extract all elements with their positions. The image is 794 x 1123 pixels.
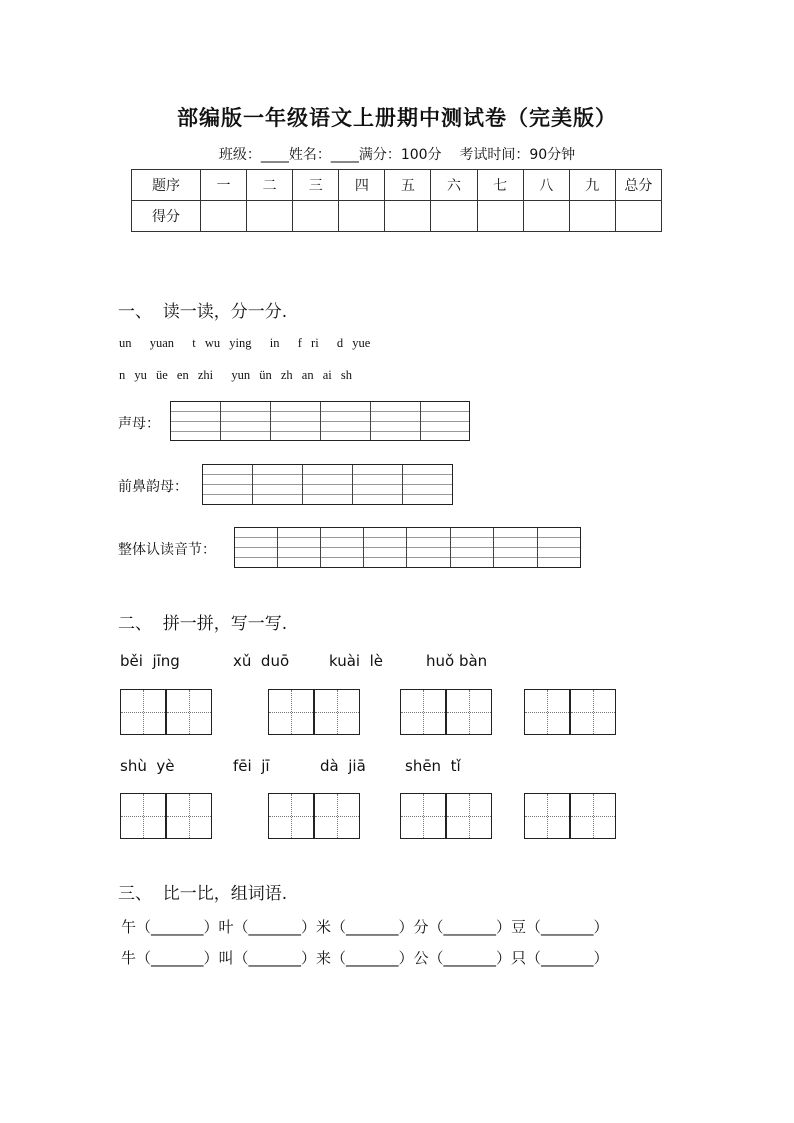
section3-title: 三、 比一比，组词语. bbox=[118, 884, 288, 904]
zhengti-label: 整体认读音节： bbox=[118, 542, 216, 558]
tianzige-box[interactable] bbox=[400, 689, 446, 735]
score-cell[interactable] bbox=[431, 201, 477, 232]
pinyin-word: xǔ duō bbox=[233, 652, 290, 670]
score-header-cell: 总分 bbox=[615, 170, 661, 201]
score-table-header-row bbox=[132, 170, 662, 201]
score-cell[interactable] bbox=[385, 201, 431, 232]
score-row-label: 得分 bbox=[132, 201, 201, 232]
page-title: 部编版一年级语文上册期中测试卷（完美版） bbox=[177, 106, 617, 130]
score-header-cell: 八 bbox=[523, 170, 569, 201]
tianzige-box[interactable] bbox=[120, 793, 166, 839]
tianzige-box[interactable] bbox=[524, 689, 570, 735]
score-header-cell: 五 bbox=[385, 170, 431, 201]
word-compare-line-1[interactable]: 午（_______）叶（_______）米（_______）分（_______）豆（_______） bbox=[121, 918, 609, 936]
pinyin-word: huǒ bàn bbox=[426, 652, 488, 670]
qianbi-answer-grid[interactable] bbox=[202, 464, 453, 505]
pinyin-word: dà jiā bbox=[320, 757, 366, 775]
pinyin-word: běi jīng bbox=[120, 652, 180, 670]
score-table bbox=[131, 169, 662, 232]
score-cell[interactable] bbox=[293, 201, 339, 232]
score-header-cell: 四 bbox=[339, 170, 385, 201]
pinyin-word: fēi jī bbox=[233, 757, 270, 775]
score-table-score-row bbox=[132, 201, 662, 232]
tianzige-box[interactable] bbox=[120, 689, 166, 735]
score-cell[interactable] bbox=[523, 201, 569, 232]
tianzige-box[interactable] bbox=[268, 793, 314, 839]
tianzige-box[interactable] bbox=[570, 793, 616, 839]
score-cell[interactable] bbox=[247, 201, 293, 232]
pinyin-word: shù yè bbox=[120, 757, 175, 775]
tianzige-box[interactable] bbox=[268, 689, 314, 735]
score-header-cell: 六 bbox=[431, 170, 477, 201]
tianzige-box[interactable] bbox=[166, 793, 212, 839]
score-cell[interactable] bbox=[615, 201, 661, 232]
tianzige-box[interactable] bbox=[400, 793, 446, 839]
pinyin-line-1: un yuan t wu ying in f ri d yue bbox=[119, 336, 371, 350]
score-cell[interactable] bbox=[569, 201, 615, 232]
word-compare-line-2[interactable]: 牛（_______）叫（_______）来（_______）公（_______）只（_______） bbox=[121, 949, 609, 967]
section1-title: 一、 读一读，分一分. bbox=[118, 302, 288, 322]
tianzige-box[interactable] bbox=[446, 689, 492, 735]
pinyin-line-2: n yu üe en zhi yun ün zh an ai sh bbox=[119, 368, 352, 382]
qianbi-label: 前鼻韵母： bbox=[118, 479, 188, 495]
tianzige-box[interactable] bbox=[524, 793, 570, 839]
score-header-cell: 九 bbox=[569, 170, 615, 201]
score-cell[interactable] bbox=[339, 201, 385, 232]
score-header-cell: 一 bbox=[201, 170, 247, 201]
score-header-cell: 三 bbox=[293, 170, 339, 201]
pinyin-word: kuài lè bbox=[329, 652, 384, 670]
tianzige-box[interactable] bbox=[570, 689, 616, 735]
shengmu-answer-grid[interactable] bbox=[170, 401, 470, 441]
tianzige-box[interactable] bbox=[314, 689, 360, 735]
score-cell[interactable] bbox=[477, 201, 523, 232]
tianzige-box[interactable] bbox=[446, 793, 492, 839]
zhengti-answer-grid[interactable] bbox=[234, 527, 581, 568]
shengmu-label: 声母： bbox=[118, 416, 160, 432]
pinyin-word: shēn tǐ bbox=[405, 757, 461, 775]
tianzige-box[interactable] bbox=[166, 689, 212, 735]
tianzige-box[interactable] bbox=[314, 793, 360, 839]
score-cell[interactable] bbox=[201, 201, 247, 232]
score-header-cell: 二 bbox=[247, 170, 293, 201]
score-header-cell: 七 bbox=[477, 170, 523, 201]
section2-title: 二、 拼一拼，写一写. bbox=[118, 614, 288, 634]
score-header-cell: 题序 bbox=[132, 170, 201, 201]
info-line: 班级：____姓名：____满分：100分 考试时间：90分钟 bbox=[218, 147, 576, 163]
